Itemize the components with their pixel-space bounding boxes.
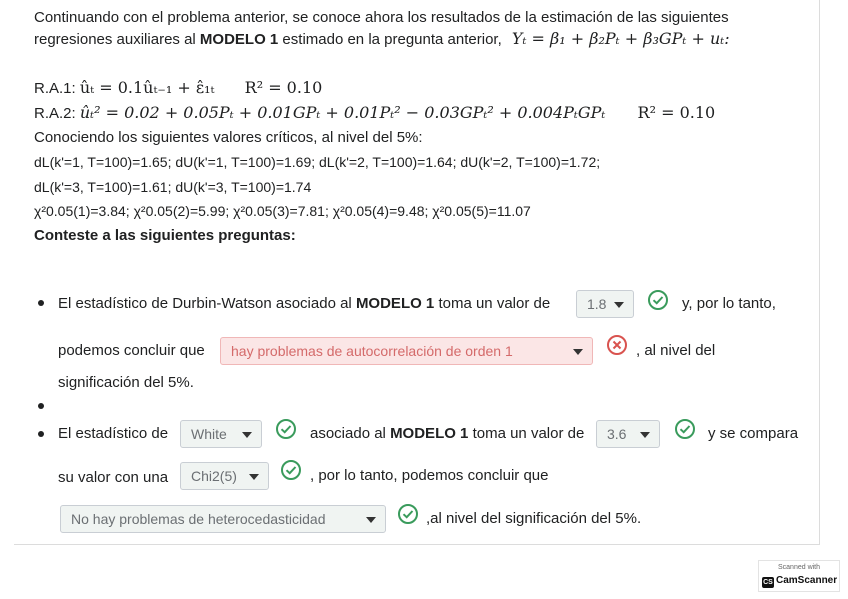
model-equation: Yₜ = β₁ + β₂Pₜ + β₃GPₜ + uₜ: (511, 29, 730, 48)
ra2-equation: ûₜ² = 0.02 + 0.05Pₜ + 0.01GPₜ + 0.01Pₜ² − 0.03GPₜ² + 0.004PₜGPₜ (79, 103, 606, 122)
camscanner-watermark: Scanned with CS CamScanner (758, 560, 840, 592)
chevron-down-icon (573, 349, 583, 355)
error-circle-icon (606, 334, 628, 356)
bullet-q1 (38, 300, 44, 306)
instruction: Conteste a las siguientes preguntas: (34, 227, 296, 244)
q2-text-2: asociado al MODELO 1 toma un valor de (310, 425, 585, 442)
intro-line-1: Continuando con el problema anterior, se conoce ahora los resultados de la estimación de las siguientes (34, 9, 729, 26)
intro-line-2: regresiones auxiliares al MODELO 1 estimado en la pregunta anterior, Yₜ = β₁ + β₂Pₜ + β₃GPₜ + uₜ: (34, 29, 730, 48)
dw-value-select[interactable]: 1.8 (576, 290, 634, 318)
q2-text-5: , por lo tanto, podemos concluir que (310, 467, 549, 484)
ra2-line: R.A.2: ûₜ² = 0.02 + 0.05Pₜ + 0.01GPₜ + 0.01Pₜ² − 0.03GPₜ² + 0.004PₜGPₜ R² = 0.10 (34, 103, 716, 122)
check-circle-icon (280, 459, 302, 481)
ra2-r2: R² = 0.10 (637, 103, 716, 122)
chevron-down-icon (640, 432, 650, 438)
q1-text-2: y, por lo tanto, (682, 295, 776, 312)
autocorrelation-conclusion-select[interactable]: hay problemas de autocorrelación de orden 1 (220, 337, 593, 365)
check-circle-icon (647, 289, 669, 311)
chevron-down-icon (614, 302, 624, 308)
test-type-select[interactable]: White (180, 420, 262, 448)
q2-text-3: y se compara (708, 425, 799, 442)
critical-values-intro: Conociendo los siguientes valores críticos, al nivel del 5%: (34, 129, 423, 146)
ra1-line: R.A.1: ûₜ = 0.1ûₜ₋₁ + ε̂₁ₜ R² = 0.10 (34, 78, 323, 97)
critical-values-line-1: dL(k'=1, T=100)=1.65; dU(k'=1, T=100)=1.69; dL(k'=2, T=100)=1.64; dU(k'=2, T=100)=1.72; (34, 154, 601, 170)
q1-text-4: , al nivel del (636, 342, 716, 359)
ra1-equation: ûₜ = 0.1ûₜ₋₁ + ε̂₁ₜ (79, 78, 215, 97)
distribution-select[interactable]: Chi2(5) (180, 462, 269, 490)
ra1-r2: R² = 0.10 (244, 78, 323, 97)
q2-text-6: ,al nivel del significación del 5%. (426, 510, 642, 527)
check-circle-icon (397, 503, 419, 525)
chi-square-values: χ²0.05(1)=3.84; χ²0.05(2)=5.99; χ²0.05(3)=7.81; χ²0.05(4)=9.48; χ²0.05(5)=11.07 (34, 203, 531, 219)
model-label: MODELO 1 (199, 31, 279, 48)
chevron-down-icon (366, 517, 376, 523)
q2-text-1: El estadístico de (58, 425, 169, 442)
critical-values-line-2: dL(k'=3, T=100)=1.61; dU(k'=3, T=100)=1.74 (34, 179, 312, 195)
q1-text-3: podemos concluir que (58, 342, 205, 359)
check-circle-icon (674, 418, 696, 440)
white-value-select[interactable]: 3.6 (596, 420, 660, 448)
q1-text-1: El estadístico de Durbin-Watson asociado al MODELO 1 toma un valor de (58, 295, 551, 312)
chevron-down-icon (249, 474, 259, 480)
bullet-empty (38, 403, 44, 409)
q2-text-4: su valor con una (58, 469, 169, 486)
q1-text-5: significación del 5%. (58, 374, 194, 391)
chevron-down-icon (242, 432, 252, 438)
check-circle-icon (275, 418, 297, 440)
camscanner-logo-icon: CS (763, 579, 773, 586)
heteroscedasticity-conclusion-select[interactable]: No hay problemas de heterocedasticidad (60, 505, 386, 533)
bullet-q2 (38, 431, 44, 437)
